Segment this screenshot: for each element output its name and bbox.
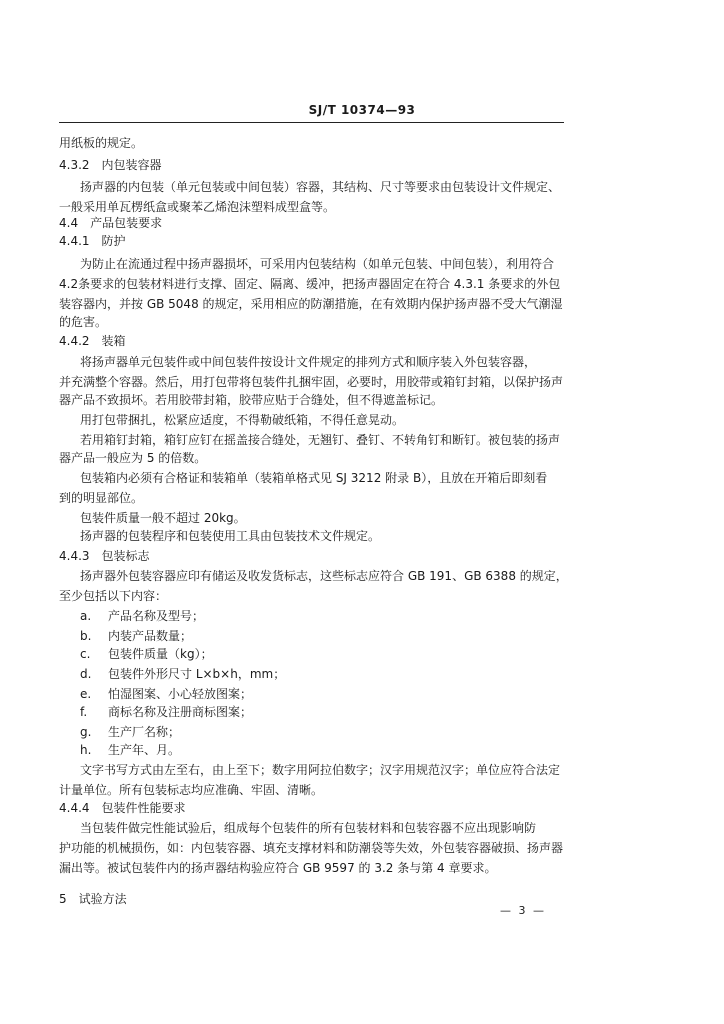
paragraph-line: 当包装件做完性能试验后，组成每个包装件的所有包装材料和包装容器不应出现影响防 xyxy=(80,821,537,835)
paragraph-line: 文字书写方式由左至右，由上至下；数字用阿拉伯数字；汉字用规范汉字；单位应符合法定 xyxy=(80,763,561,777)
paragraph-line: 器产品一般应为 5 的倍数。 xyxy=(59,451,207,465)
paragraph-line: 4.2条要求的包装材料进行支撑、固定、隔离、缓冲，把扬声器固定在符合 4.3.1 条要求的外包 xyxy=(59,277,561,291)
paragraph-line: 到的明显部位。 xyxy=(59,491,144,505)
section-heading: 4.4 产品包装要求 xyxy=(59,216,163,230)
list-item xyxy=(80,629,192,643)
paragraph-line: 计量单位。所有包装标志均应准确、牢固、清晰。 xyxy=(59,783,324,797)
header-rule xyxy=(59,122,564,123)
list-item-text: 商标名称及注册商标图案； xyxy=(108,705,253,719)
list-item xyxy=(80,705,252,719)
page-number: — 3 — xyxy=(500,904,546,917)
paragraph-line: 包装箱内必须有合格证和装箱单（装箱单格式见 SJ 3212 附录 B），且放在开箱后即刻看 xyxy=(80,471,548,485)
paragraph-line: 为防止在流通过程中扬声器损坏，可采用内包装结构（如单元包装、中间包装），利用符合 xyxy=(80,257,555,271)
list-item-label: f. xyxy=(80,705,88,719)
paragraph-line: 装容器内，并按 GB 5048 的规定，采用相应的防潮措施，在有效期内保护扬声器不受大气潮湿 xyxy=(59,297,563,311)
section-heading: 4.3.2 内包装容器 xyxy=(59,158,162,172)
paragraph-line: 护功能的机械损伤，如：内包装容器、填充支撑材料和防潮袋等失效，外包装容器破损、扬声器 xyxy=(59,841,564,855)
list-item xyxy=(80,687,252,701)
list-item-text: 产品名称及型号； xyxy=(108,609,205,623)
list-item-label: d. xyxy=(80,667,92,681)
document-code-header: SJ/T 10374—93 xyxy=(308,103,416,117)
paragraph-line: 扬声器的包装程序和包装使用工具由包装技术文件规定。 xyxy=(80,529,381,543)
list-item-label: h. xyxy=(80,743,92,757)
paragraph-line: 包装件质量一般不超过 20kg。 xyxy=(80,511,246,525)
list-item-text: 包装件质量（kg）； xyxy=(108,647,213,661)
list-item xyxy=(80,725,180,739)
list-item-text: 怕湿图案、小心轻放图案； xyxy=(108,687,253,701)
list-item xyxy=(80,647,213,661)
list-item-label: a. xyxy=(80,609,92,623)
list-item-label: g. xyxy=(80,725,92,739)
list-item-label: e. xyxy=(80,687,92,701)
paragraph-line: 用打包带捆扎，松紧应适度，不得勒破纸箱，不得任意晃动。 xyxy=(80,413,405,427)
list-item-text: 内装产品数量； xyxy=(108,629,193,643)
section-heading: 5 试验方法 xyxy=(59,892,127,906)
paragraph-line: 并充满整个容器。然后，用打包带将包装件扎捆牢固，必要时，用胶带或箱钉封箱，以保护扬声 xyxy=(59,375,564,389)
list-item-text: 包装件外形尺寸 L×b×h，mm； xyxy=(108,667,286,681)
list-item xyxy=(80,667,285,681)
list-item xyxy=(80,743,180,757)
paragraph-line: 扬声器外包装容器应印有储运及收发货标志，这些标志应符合 GB 191、GB 6388 的规定， xyxy=(80,569,568,583)
paragraph-line: 的危害。 xyxy=(59,315,108,329)
section-heading: 4.4.3 包装标志 xyxy=(59,549,150,563)
section-heading: 4.4.1 防护 xyxy=(59,234,126,248)
paragraph-line: 扬声器的内包装（单元包装或中间包装）容器，其结构、尺寸等要求由包装设计文件规定、 xyxy=(80,180,561,194)
list-item-text: 生产厂名称； xyxy=(108,725,181,739)
section-heading: 4.4.2 装箱 xyxy=(59,334,126,348)
paragraph-line: 器产品不致损坏。若用胶带封箱，胶带应贴于合缝处，但不得遮盖标记。 xyxy=(59,393,444,407)
section-heading: 4.4.4 包装件性能要求 xyxy=(59,801,186,815)
list-item-label: b. xyxy=(80,629,92,643)
paragraph-line: 若用箱钉封箱，箱钉应钉在摇盖接合缝处，无翘钉、叠钉、不转角钉和断钉。被包装的扬声 xyxy=(80,433,561,447)
paragraph-line: 用纸板的规定。 xyxy=(59,136,144,150)
paragraph-line: 将扬声器单元包装件或中间包装件按设计文件规定的排列方式和顺序装入外包装容器， xyxy=(80,355,537,369)
paragraph-line: 漏出等。被试包装件内的扬声器结构验应符合 GB 9597 的 3.2 条与第 4 章要求。 xyxy=(59,861,497,875)
list-item xyxy=(80,609,204,623)
paragraph-line: 一般采用单瓦楞纸盒或聚苯乙烯泡沫塑料成型盒等。 xyxy=(59,200,336,214)
list-item-label: c. xyxy=(80,647,91,661)
paragraph-line: 至少包括以下内容： xyxy=(59,589,168,603)
list-item-text: 生产年、月。 xyxy=(108,743,181,757)
